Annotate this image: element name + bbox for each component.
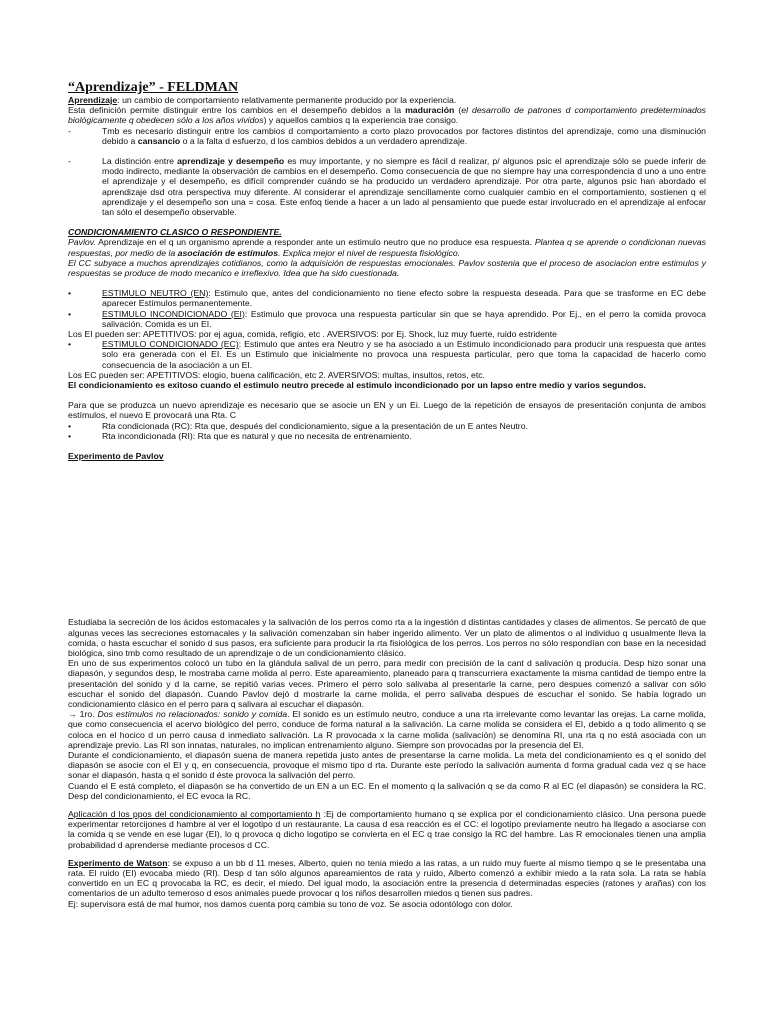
definition-text: : un cambio de comportamiento relativamente permanente producido por la experiencia. [117,95,457,105]
pavlov-study-paragraph: Estudiaba la secreción de los ácidos estomacales y la salivación de los perros como rta a la ingestión d distintas cantidades y clases de alimentos. Se percató de que algunas veces las secreciones estomacales y la salivación comenzaban sin haber ingerido alimento. Ver un plato de alimentos o al individuo q usualmente lleva la comida, o hasta escuchar el sonido d sus pasos, era suficiente para producir la rta fisiológica de los perros. Los perros no sólo respondían con base en la necesidad biológica, sino tmb como resultado de un aprendizaje o de un condicionamiento clásico. [68,617,706,658]
bullet-marker: • [68,339,72,350]
watson-paragraph [68,858,706,899]
text-run: Tmb es necesario distinguir entre los cambios d comportamiento a corto plazo provocados por factores distintos del aprendizaje, como una disminución debido a [102,125,706,146]
bullet-estimulo-condicionado [68,339,706,370]
nuevo-aprendizaje-paragraph: Para que se produzca un nuevo aprendizaje es necesario que se asocie un EN y un Ei. Luego de la repetición de ensayos de presentación conjunta de ambos estímulos, el nuevo E provocará una Rta. C [68,400,706,421]
page-title: “Aprendizaje” - FELDMAN [68,80,239,95]
pavlov-experiment-paragraph: En uno de sus experimentos colocó un tubo en la glándula salival de un perro, para medir con precisión de la cant d salivación q producía. Desp hizo sonar una diapasón, y segundos desp, le mostraba carne molida al perro. Este apareamiento, planeado para q transcurriera exactamente la misma cantidad de tiempo entre la presentación del sonido y d la carne, se repitió varias veces. Primero el perro solo salivaba al presentarle la carne, pero despues comenzó a salivar con sólo escuchar el sonido del diapasón. Cuando Pavlov dejó d mostrarle la carne molida, el perro salivaba despues de escuchar el sonido. Se había logrado un condicionamiento clásico en el perro para q salivara al escuchar el diapasón. [68,658,706,709]
blank-figure-area [68,461,706,617]
ei-types-line: Los EI pueden ser: APETITIVOS: por ej agua, comida, refigio, etc . AVERSIVOS: por Ej. Shock, luz muy fuerte, ruido estridente [68,329,557,340]
aplicacion-paragraph [68,809,706,850]
bold-italic-term: asociación de estímulos [177,247,279,258]
pavlov-paragraph [68,237,706,257]
text-run: o a la falta d esfuerzo, d los cambios debidos a un verdadero aprendizaje. [180,135,468,146]
text-run: La distinción entre [102,156,178,167]
bold-statement: El condicionamiento es exitoso cuando el estimulo neutro precede al estimulo incondicionado por un lapso entre medio y varios segundos. [68,380,646,391]
text-run: ) y aquellos cambios q la experiencia trae consigo. [263,115,459,126]
document-page [68,80,706,909]
definition-paragraph [68,95,706,105]
section-heading-pavlov: Experimento de Pavlov [68,451,164,462]
spacer [68,850,706,858]
cc-paragraph: El CC subyace a muchos aprendizajes cotidianos, como la adquisición de respuestas emocionales. Pavlov sostenia que el proceso de asociacion entre estimulos y respuestas se produce de modo mecanico e irreflexivo. Idea que ha sido cuestionada. [68,257,706,279]
text-run: es muy importante, y no siempre es fácil d realizar, p/ algunos psic el aprendizaje sólo se puede inferir de modo indirecto, mediante la observación de cambios en el desempeño. Como consecuencia de que no siempre hay una correspondencia d uno a uno entre el aprendizaje y el desempeño, es difícil comprender cuándo se ha producido un verdadero aprendizaje. Por otra parte, algunos psic han abordado el aprendizaje dsd otra perspectiva muy diferente. Al considerar el aprendizaje sencillamente como cualquier cambio en el comportamiento, sostienen q el aprendizaje y el desempeño son una = cosa. Este enfoq tiende a hacer a un lado al pensamiento que puede estar involucrado en el aprendizaje al enfocar tan sólo el desempeño observable. [102,156,706,218]
text-run: . El sonido es un estímulo neutro, conduce a una rta irrelevante como levantar las orejas. La carne molida, que como consecuencia el acervo biológico del perro, conduce de forma natural a la salivación. La carne molida se considera el EI, debido a q todo alimento q se coloca en el hocico d un perro causa d inmediato salivación. La R provocada x la carne molida (salivación) se denomina RI, una rta q no está asociada con un aprendizaje previo. Las RI son innatas, naturales, no implican entrenamiento alguno. Siempre son provocadas por la presencia del EI. [68,709,706,750]
spacer [68,278,706,288]
text-run: : Estimulo que provoca una respuesta particular sin que se haya aprendido. Por Ej., en el perro la comida provoca salivación. Comida es un EI. [102,308,706,329]
spacer [68,217,706,227]
italic-text: . Explica mejor el nivel de respuesta fisiológico. [278,247,461,258]
text-run: Aprendizaje en el q un organismo aprende a responder ante un estimulo neutro que no produce esa respuesta. [95,237,535,248]
bullet-marker: • [68,430,72,441]
text-run: : Estimulo que, antes del condicionamiento no tiene efecto sobre la respuesta deseada. Para que se trasforme en EC debe aparecer Estímulos permanentemente. [102,288,706,309]
text-run: : Estimulo que antes era Neutro y se ha asociado a un Estimulo incondicionado para producir una respuesta que antes solo era generada con el EI. Es un Estimulo que inicialmente no provoca una respuesta particular, pero que toma la capacidad de hacerlo como consecuencia de la asociación a un EI. [102,339,706,370]
text-run: ( [454,105,462,116]
bullet-estimulo-neutro [68,288,706,308]
text-run: Rta condicionada (RC): Rta que, después del condicionamiento, sigue a la presentación de un E antes Neutro. [102,420,528,431]
bullet-marker: • [68,288,72,299]
pavlov-stimuli-paragraph [68,709,706,750]
definition-term: Aprendizaje [68,95,118,105]
bullet-marker: • [68,308,72,319]
text-run: → 1ro. [68,709,98,720]
spacer [68,390,706,400]
ec-types-line: Los EC pueden ser: APETITIVOS: elogio, buena calificación, etc 2. AVERSIVOS: multas, insultos, retos, etc. [68,369,486,380]
underlined-term: ESTIMULO INCONDICIONADO (EI) [102,308,245,319]
bullet-rta-condicionada [68,421,706,431]
bold-term: aprendizaje y desempeño [177,156,285,167]
underlined-term: ESTIMULO CONDICIONADO (EC) [102,339,239,350]
maduracion-paragraph [68,105,706,125]
text-run: :Ej de comportamiento humano q se explica por el condicionamiento clásico. Una persona puede experimentar retorcijones d hambre al ver el logotipo d un restaurante. La causa d esa reacción es el CC: el logotipo previamente neutro ha llegado a asociarse con la comida q se vende en ese lugar (EI), lo q provoca q dicho logotipo se convierta en el EC q trae consigo la RC del hambre. Las R emocionales tienen una amplia probabilidad d aprenderse mediante procesos d CC. [68,808,706,850]
desempeno-paragraph [68,156,706,217]
italic-text: Pavlov. [68,237,96,248]
spacer [68,146,706,156]
bold-term: maduración [405,105,455,116]
italic-text: Plantea q se aprende o condicionan nuevas respuestas, por medio de la [68,237,706,258]
text-run: : se expuso a un bb d 11 meses, Alberto, quien no tenia miedo a las ratas, a un ruido muy fuerte al mismo tiempo q se le presentaba una rata. El ruido (EI) evocaba miedo (RI). Desp d tan sólo algunos apareamientos de rata y ruido, Alberto comenzó a exhibir miedo a la rata sola. La rata se había convertido en un EC q provocaba la RC, es decir, el miedo. Del igual modo, la asociación entre la presencia d determinadas especies (ratones y arañas) con los comentarios de un adulto temeroso d esos animales puede provocar q los niños desarrollen miedos q tienen sus padres. [68,857,706,899]
underlined-term: ESTIMULO NEUTRO (EN) [102,288,209,299]
dash-marker: - [68,125,71,136]
spacer [68,441,706,451]
text-run: Esta definición permite distinguir entre los cambios en el desempeño debidos a la [68,105,406,116]
bullet-marker: • [68,420,72,431]
bold-term: cansancio [137,135,181,146]
italic-text: el desarrollo de patrones d comportamiento predeterminados biológicamente q obedecen sólo a los años vividos [68,105,706,126]
spacer [68,801,706,809]
text-run: Rta incondicionada (RI): Rta que es natural y que no necesita de entrenamiento. [102,430,412,441]
cansancio-paragraph [68,126,706,146]
section-heading-clasico: CONDICIONAMIENTO CLASICO O RESPONDIENTE. [68,227,282,238]
underlined-term: Aplicación d los ppos del condicionamiento al comportamiento h [68,808,321,819]
pavlov-result-paragraph: Cuando el E está completo, el diapasón se ha convertido de un EN a un EC. En el momento q la salivación q se da como R al EC (el diapasón) se considera la RC. Desp del condicionamiento, el EC evoca la RC. [68,780,706,801]
bullet-rta-incondicionada [68,431,706,441]
bold-underlined-term: Experimento de Watson [68,857,168,868]
pavlov-conditioning-paragraph: Durante el condicionamiento, el diapasón suena de manera repetida justo antes de presentarse la carne molida. La meta del condicionamiento es q el sonido del diapasón se asocie con el EI y q, en consecuencia, provoque el mismo tipo d rta. Durante este período la salivación aumenta d forma gradual cada vez q se hace sonar el diapasón, hasta q el sonido d éste provoca la salivación del perro. [68,749,706,781]
bullet-estimulo-incondicionado [68,309,706,329]
dash-marker: - [68,156,71,167]
italic-text: Dos estímulos no relacionados: sonido y comida [97,709,288,720]
example-line: Ej: supervisora está de mal humor, nos damos cuenta porq cambia su tono de voz. Se asocia odontólogo con dolor. [68,898,513,909]
